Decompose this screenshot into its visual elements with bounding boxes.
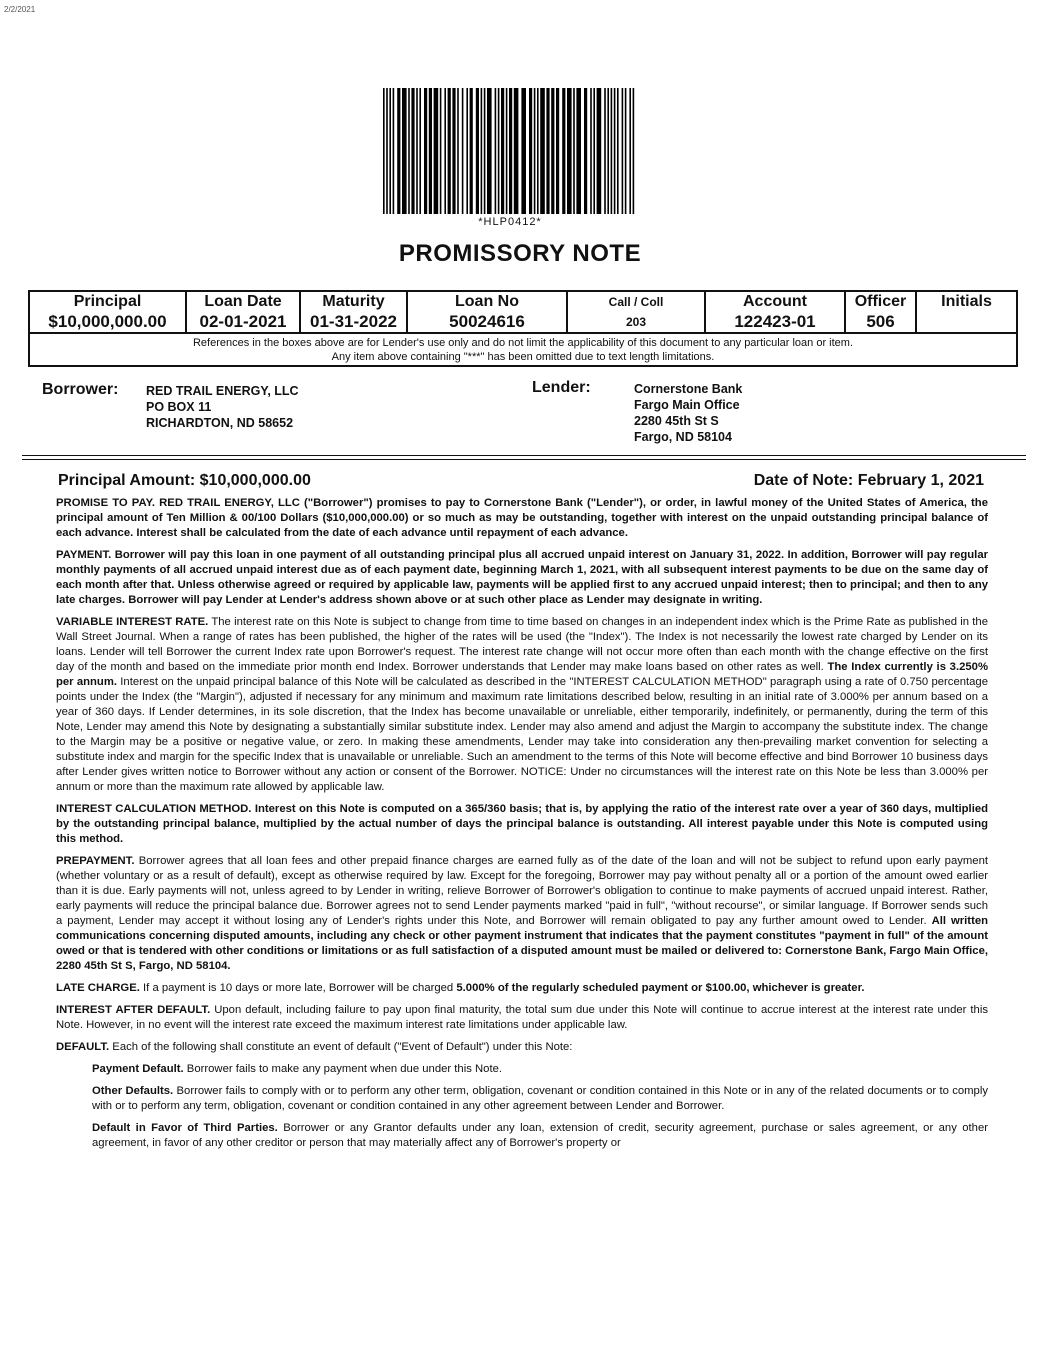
page-stamp: 2/2/2021 xyxy=(4,5,36,14)
lender-office: Fargo Main Office xyxy=(634,398,740,412)
borrower-city: RICHARDTON, ND 58652 xyxy=(146,416,294,430)
note-body xyxy=(56,496,988,1158)
default-item-payment xyxy=(92,1062,988,1077)
other-defaults-heading: Other Defaults. xyxy=(92,1085,174,1097)
officer-value: 506 xyxy=(845,312,916,333)
borrower-name: RED TRAIL ENERGY, LLC xyxy=(146,384,299,398)
call-coll-value: 203 xyxy=(567,312,705,333)
principal-amount xyxy=(58,472,311,490)
borrower-address xyxy=(146,383,299,431)
reference-table xyxy=(28,290,1018,367)
section-prepayment xyxy=(56,854,988,974)
late-charge-text: If a payment is 10 days or more late, Borrower will be charged xyxy=(143,982,454,994)
reference-note-row xyxy=(29,333,1017,366)
after-default-text: Upon default, including failure to pay upon final maturity, the total sum due under this Note will continue to accrue interest at the interest rate under this Note. However, in no event will the interest rate exceed the maximum interest rate limitations under applicable law. xyxy=(56,1004,988,1031)
lender-city: Fargo, ND 58104 xyxy=(634,430,732,444)
payment-default-text: Borrower fails to make any payment when due under this Note. xyxy=(186,1063,503,1075)
reference-note-line-2: Any item above containing "***" has been omitted due to text length limitations. xyxy=(331,351,715,363)
prepayment-disputed-amounts: All written communications concerning disputed amounts, including any check or other payment instrument that indicates that the payment constitutes "payment in full" of the amount owed or that is tendered with other conditions or limitations or as full satisfaction of a disputed amount must be mailed or delivered to: Cornerstone Bank, Fargo Main Office, 2280 45th St S, Fargo, ND 58104. xyxy=(56,915,989,972)
reference-note xyxy=(29,333,1017,366)
officer-header: Officer xyxy=(845,291,916,312)
loan-no-value: 50024616 xyxy=(407,312,567,333)
calc-method-heading: INTEREST CALCULATION METHOD. xyxy=(56,803,252,815)
late-charge-amount: 5.000% of the regularly scheduled payment or $100.00, whichever is greater. xyxy=(456,982,865,994)
principal-amount-label: Principal Amount: xyxy=(58,472,196,489)
payment-text: Borrower will pay this loan in one payment of all outstanding principal plus all accrued unpaid interest on January 31, 2022. In addition, Borrower will pay regular monthly payments of all accrued unpaid interest due as of each payment date, beginning March 1, 2021, with all subsequent interest payments to be due on the same day of each month after that. Unless otherwise agreed or required by applicable law, payments will be applied first to any accrued unpaid interest; then to principal; and then to any late charges. Borrower will pay Lender at Lender's address shown above or at such other place as Lender may designate in writing. xyxy=(56,549,988,606)
section-variable-interest-rate xyxy=(56,615,988,795)
calc-method-text: Interest on this Note is computed on a 365/360 basis; that is, by applying the ratio of the interest rate over a year of 360 days, multiplied by the outstanding principal balance, multiplied by the actual number of days the principal balance is outstanding. All interest payable under this Note is computed using this method. xyxy=(56,803,989,845)
lender-street: 2280 45th St S xyxy=(634,414,719,428)
document-title: PROMISSORY NOTE xyxy=(398,240,642,267)
barcode-image xyxy=(383,88,637,214)
promise-text: RED TRAIL ENERGY, LLC ("Borrower") promises to pay to Cornerstone Bank ("Lender"), or order, in lawful money of the United States of America, the principal amount of Ten Million & 00/100 Dollars ($10,000,000.00) or so much as may be outstanding, together with interest on the unpaid outstanding principal balance of each advance. Interest shall be calculated from the date of each advance until repayment of each advance. xyxy=(56,497,988,539)
maturity-value: 01-31-2022 xyxy=(300,312,407,333)
maturity-header: Maturity xyxy=(300,291,407,312)
section-late-charge xyxy=(56,981,988,996)
default-item-third-parties xyxy=(92,1121,988,1151)
default-heading: DEFAULT. xyxy=(56,1041,110,1053)
variable-rate-text-b: Interest on the unpaid principal balance of this Note will be calculated as described in the "INTEREST CALCULATION METHOD" paragraph using a rate of 0.750 percentage points under the Index (the "Margin"), adjusted if necessary for any minimum and maximum rate limitations described below, resulting in an initial rate of 3.000% per annum based on a year of 360 days. If Lender determines, in its sole discretion, that the Index has become unavailable or unreliable, either temporarily, indefinitely, or permanently, during the term of this Note, Lender may amend this Note by designating a substantially similar substitute index. Lender may also amend and adjust the Margin to accompany the substitute index. The change to the Margin may be a positive or negative value, or zero. In making these amendments, Lender may take into consideration any then-prevailing market convention for selecting a substitute index and margin for the specific Index that is unavailable or unreliable. Such an amendment to the terms of this Note will become effective and bind Borrower 10 business days after Lender gives written notice to Borrower without any action or consent of the Borrower. NOTICE: Under no circumstances will the interest rate on this Note be less than 3.000% per annum or more than the maximum rate allowed by applicable law. xyxy=(56,676,988,793)
other-defaults-text: Borrower fails to comply with or to perform any other term, obligation, covenant or condition contained in this Note or in any of the related documents or to comply with or to perform any term, obligation, covenant or condition contained in any other agreement between Lender and Borrower. xyxy=(92,1085,988,1112)
prepayment-heading: PREPAYMENT. xyxy=(56,855,135,867)
variable-rate-index-current: The Index currently is 3.250% per annum. xyxy=(56,661,988,688)
reference-header-row xyxy=(29,291,1017,312)
reference-value-row xyxy=(29,312,1017,333)
variable-rate-text-a: The interest rate on this Note is subject to change from time to time based on changes in an independent index which is the Prime Rate as published in the Wall Street Journal. When a range of rates has been published, the higher of the rates will be used (the "Index"). The Index is not necessarily the lowest rate charged by Lender on its loans. Lender will tell Borrower the current Index rate upon Borrower's request. The interest rate change will not occur more often than each month with the change effective on the first day of the month and based on the immediate prior month end Index. Borrower understands that Lender may make loans based on other rates as well. xyxy=(56,616,989,673)
default-item-other xyxy=(92,1084,988,1114)
section-promise-to-pay xyxy=(56,496,988,541)
divider-bottom xyxy=(22,459,1026,460)
section-default xyxy=(56,1040,988,1055)
divider-top xyxy=(22,455,1026,456)
lender-label: Lender: xyxy=(532,379,591,396)
payment-default-heading: Payment Default. xyxy=(92,1063,184,1075)
section-interest-after-default xyxy=(56,1003,988,1033)
lender-name: Cornerstone Bank xyxy=(634,382,743,396)
variable-rate-heading: VARIABLE INTEREST RATE. xyxy=(56,616,209,628)
principal-amount-value: $10,000,000.00 xyxy=(199,472,311,489)
third-parties-text: Borrower or any Grantor defaults under any loan, extension of credit, security agreement, purchase or sales agreement, or any other agreement, in favor of any other creditor or person that may materially affect any of Borrower's property or xyxy=(92,1122,988,1149)
account-header: Account xyxy=(705,291,845,312)
reference-note-line-1: References in the boxes above are for Lender's use only and do not limit the applicability of this document to any particular loan or item. xyxy=(192,337,854,349)
date-of-note-label: Date of Note: xyxy=(753,472,854,489)
section-interest-calculation-method xyxy=(56,802,988,847)
principal-value: $10,000,000.00 xyxy=(29,312,186,333)
barcode-text: *HLP0412* xyxy=(478,216,542,228)
section-payment xyxy=(56,548,988,608)
loan-no-header: Loan No xyxy=(407,291,567,312)
date-of-note-value: February 1, 2021 xyxy=(857,472,984,489)
borrower-label: Borrower: xyxy=(42,381,119,398)
default-text: Each of the following shall constitute an event of default ("Event of Default") under this Note: xyxy=(112,1041,573,1053)
call-coll-header: Call / Coll xyxy=(567,291,705,312)
account-value: 122423-01 xyxy=(705,312,845,333)
principal-header: Principal xyxy=(29,291,186,312)
third-parties-heading: Default in Favor of Third Parties. xyxy=(92,1122,278,1134)
promise-heading: PROMISE TO PAY. xyxy=(56,497,156,509)
after-default-heading: INTEREST AFTER DEFAULT. xyxy=(56,1004,211,1016)
late-charge-heading: LATE CHARGE. xyxy=(56,982,140,994)
date-of-note xyxy=(754,472,984,490)
initials-header: Initials xyxy=(916,291,1017,333)
loan-date-value: 02-01-2021 xyxy=(186,312,300,333)
prepayment-text-a: Borrower agrees that all loan fees and other prepaid finance charges are earned fully as of the date of the loan and will not be subject to refund upon early payment (whether voluntary or as a result of default), except as otherwise required by law. Except for the foregoing, Borrower may pay without penalty all or a portion of the amount owed earlier than it is due. Early payments will not, unless agreed to by Lender in writing, relieve Borrower of Borrower's obligation to continue to make payments of accrued unpaid interest. Rather, early payments will reduce the principal balance due. Borrower agrees not to send Lender payments marked "paid in full", "without recourse", or similar language. If Borrower sends such a payment, Lender may accept it without losing any of Lender's rights under this Note, and Borrower will remain obligated to pay any further amount owed to Lender. xyxy=(56,855,989,927)
lender-address xyxy=(634,381,742,445)
borrower-street: PO BOX 11 xyxy=(146,400,212,414)
payment-heading: PAYMENT. xyxy=(56,549,112,561)
loan-date-header: Loan Date xyxy=(186,291,300,312)
